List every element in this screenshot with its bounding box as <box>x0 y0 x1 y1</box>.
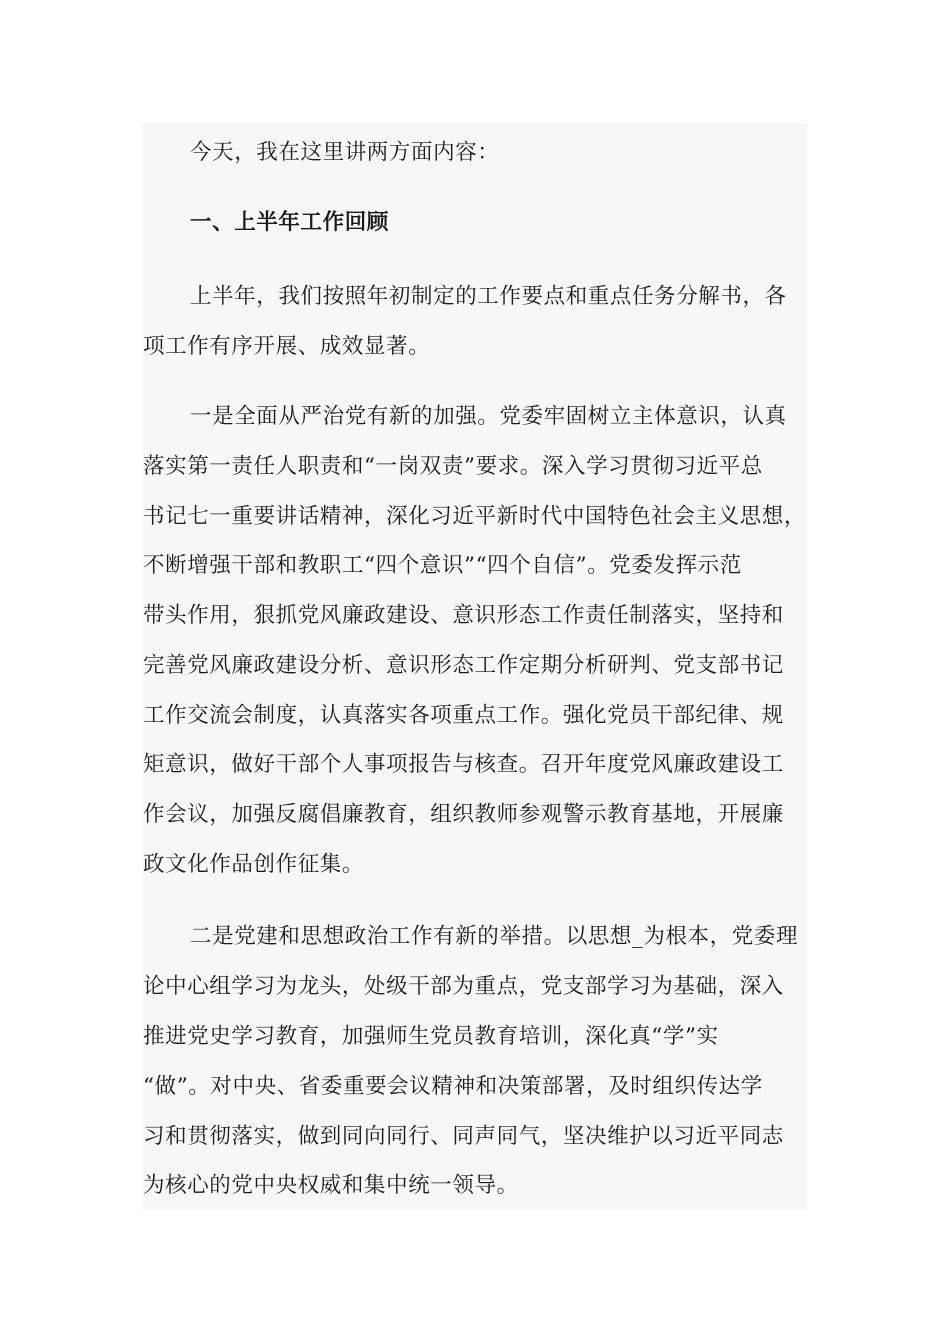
paragraph-1-line-2: 项工作有序开展、成效显著。 <box>143 334 431 359</box>
paragraph-2-line-4: 不断增强干部和教职工“四个意识”“四个自信”。党委发挥示范 <box>143 553 742 578</box>
paragraph-3-line-3: 推进党史学习教育，加强师生党员教育培训，深化真“学”实 <box>143 1024 719 1049</box>
paragraph-2-line-1: 一是全面从严治党有新的加强。党委牢固树立主体意识，认真 <box>190 404 787 429</box>
paragraph-3-line-1: 二是党建和思想政治工作有新的举措。以思想_为根本，党委理 <box>190 924 799 949</box>
intro-text: 今天，我在这里讲两方面内容： <box>190 140 500 165</box>
paragraph-2-line-8: 矩意识，做好干部个人事项报告与核查。召开年度党风廉政建设工 <box>143 752 784 777</box>
paragraph-2-line-9: 作会议，加强反腐倡廉教育，组织教师参观警示教育基地，开展廉 <box>143 802 784 827</box>
paragraph-1-line-1: 上半年，我们按照年初制定的工作要点和重点任务分解书，各 <box>190 284 787 309</box>
paragraph-3-line-2: 论中心组学习为龙头，处级干部为重点，党支部学习为基础，深入 <box>143 974 784 999</box>
paragraph-2-line-7: 工作交流会制度，认真落实各项重点工作。强化党员干部纪律、规 <box>143 703 784 728</box>
paragraph-2-line-2: 落实第一责任人职责和“一岗双责”要求。深入学习贯彻习近平总 <box>143 454 763 479</box>
paragraph-2-line-5: 带头作用，狠抓党风廉政建设、意识形态工作责任制落实，坚持和 <box>143 603 784 628</box>
paragraph-3-line-5: 习和贯彻落实，做到同向同行、同声同气，坚决维护以习近平同志 <box>143 1124 784 1149</box>
section-heading: 一、上半年工作回顾 <box>190 210 389 235</box>
paragraph-3-line-6: 为核心的党中央权威和集中统一领导。 <box>143 1173 519 1198</box>
paragraph-2-line-10: 政文化作品创作征集。 <box>143 852 365 877</box>
paragraph-2-line-6: 完善党风廉政建设分析、意识形态工作定期分析研判、党支部书记 <box>143 653 784 678</box>
paragraph-2-line-3: 书记七一重要讲话精神，深化习近平新时代中国特色社会主义思想， <box>143 504 807 529</box>
paragraph-3-line-4: “做”。对中央、省委重要会议精神和决策部署，及时组织传达学 <box>143 1074 763 1099</box>
